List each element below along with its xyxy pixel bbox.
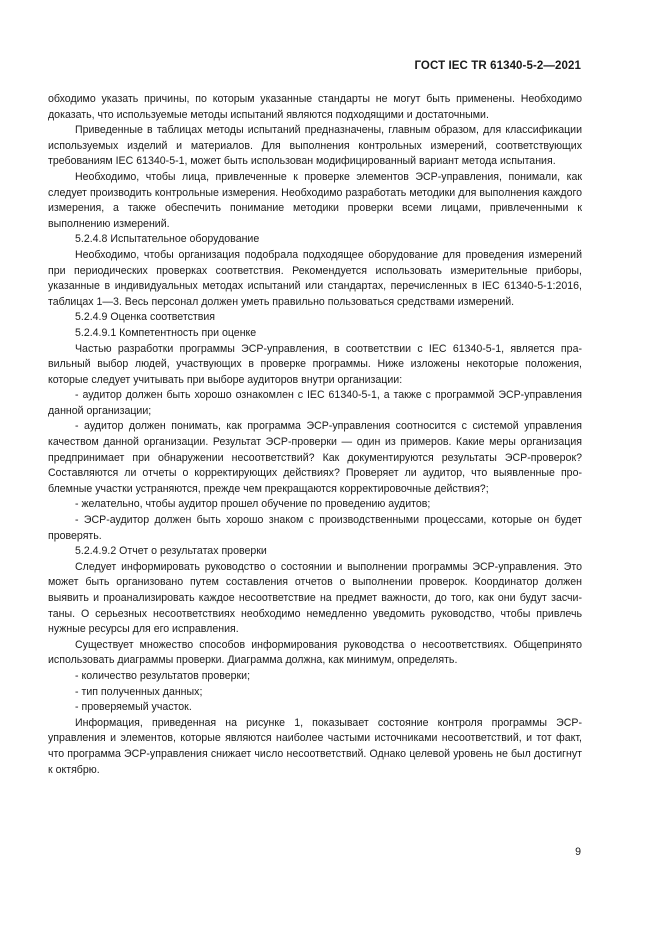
list-item: - ЭСР-аудитор должен быть хорошо знаком с производственными процессами, которые он будет проверять.	[48, 514, 582, 542]
paragraph-continuation: обходимо указать причины, по которым указанные стандарты не могут быть применены. Необходимо доказать, что используемые методы испытаний являются подходящими и достаточными.	[48, 93, 582, 121]
page-number: 9	[575, 846, 581, 858]
paragraph-figure-reference: Информация, приведенная на рисунке 1, показывает состояние контроля программы ЭСР-управления и элементов, которые являются наиболее частыми источниками несоответствий, и тот факт, что программа ЭСР-управления снижает число несоответствий. Однако целевой уровень не был достигнут к октябрю.	[48, 716, 582, 776]
list-item: - желательно, чтобы аудитор прошел обучение по проведению аудитов;	[75, 498, 431, 511]
document-header: ГОСТ IEC TR 61340-5-2—2021	[414, 60, 581, 72]
section-heading-5-2-4-9-2: 5.2.4.9.2 Отчет о результатах проверки	[75, 545, 267, 558]
list-item: - проверяемый участок.	[75, 701, 192, 714]
list-item: - аудитор должен понимать, как программа ЭСР-управления соотносится с системой управления качеством данной организации. Результат ЭСР-проверки — один из примеров. Какие меры организация предпринимает при обнаружении несоответствий? Как документируются результаты ЭСР-проверок? Составляются ли отчеты о корректирующих действиях? Проверяет ли аудитор, что выявленные проблемные участки устраняются, прежде чем прекращаются корректировочные действия?;	[48, 420, 582, 495]
paragraph-auditor-selection: Частью разработки программы ЭСР-управления, в соответствии с IEC 61340-5-1, является правильный выбор людей, участвующих в проверке программы. Ниже изложены некоторые положения, которые следует учитывать при выборе аудиторов внутри организации:	[48, 342, 582, 386]
document-body	[48, 92, 582, 778]
section-heading-5-2-4-9: 5.2.4.9 Оценка соответствия	[75, 311, 216, 324]
paragraph-personnel-measurements: Необходимо, чтобы лица, привлеченные к проверке элементов ЭСР-управления, понимали, как следует производить контрольные измерения. Необходимо разработать методики для выполнения каждого измерения, а также обеспечить понимание методики проверки всеми лицами, привлеченными к выполнению измерений.	[48, 170, 582, 230]
paragraph-test-equipment: Необходимо, чтобы организация подобрала подходящее оборудование для проведения измерений при периодических проверках соответствия. Рекомендуется использовать измерительные приборы, указанные в индивидуальных методах испытаний или стандартах, перечисленных в IEC 61340-5-1:2016, таблицах 1—3. Весь персонал должен уметь правильно пользоваться средствами измерений.	[48, 248, 582, 308]
list-item: - тип полученных данных;	[75, 685, 203, 698]
paragraph-reporting-methods: Существует множество способов информирования руководства о несоответствиях. Общепринято использовать диаграммы проверки. Диаграмма должна, как минимум, определять.	[48, 638, 582, 667]
list-item: - аудитор должен быть хорошо ознакомлен с IEC 61340-5-1, а также с программой ЭСР-управления данной организации;	[48, 389, 582, 417]
paragraph-test-methods: Приведенные в таблицах методы испытаний предназначены, главным образом, для классификации используемых изделий и материалов. Для выполнения контрольных измерений, соответствующих требованиям IEC 61340-5-1, может быть использован модифицированный вариант метода испытания.	[48, 124, 582, 168]
section-heading-5-2-4-9-1: 5.2.4.9.1 Компетентность при оценке	[75, 326, 257, 339]
section-heading-5-2-4-8: 5.2.4.8 Испытательное оборудование	[75, 233, 260, 246]
list-item: - количество результатов проверки;	[75, 669, 251, 682]
paragraph-management-reporting: Следует информировать руководство о состоянии и выполнении программы ЭСР-управления. Это может быть организовано путем составления отчетов о выполнении проверок. Координатор должен выявить и проанализировать каждое несоответствие на предмет важности, до того, как они будут засчитаны. О серьезных несоответствиях необходимо немедленно уведомить руководство, чтобы привлечь нужные ресурсы для его исправления.	[48, 560, 582, 636]
